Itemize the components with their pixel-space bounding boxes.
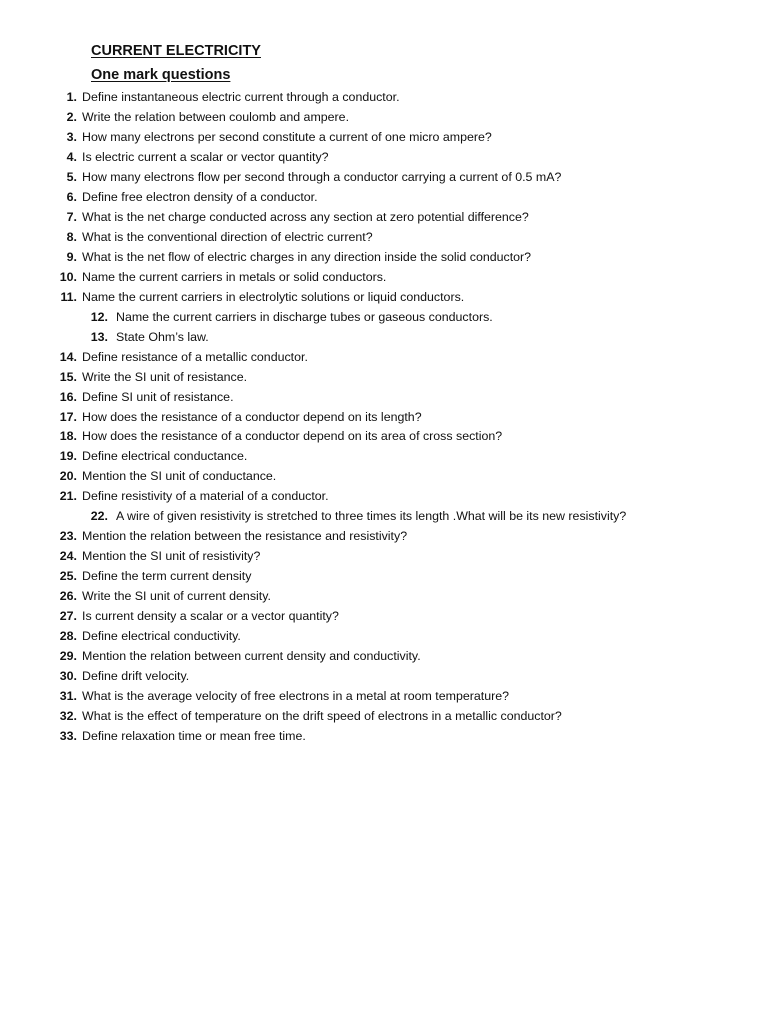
question-text: How many electrons per second constitute a current of one micro ampere? — [82, 129, 492, 144]
document-title: CURRENT ELECTRICITY — [91, 43, 261, 59]
question-number: 29. — [59, 649, 77, 664]
question-number: 22. — [90, 509, 108, 524]
list-item — [0, 647, 768, 667]
list-item — [0, 288, 768, 308]
question-number: 11. — [60, 289, 77, 304]
question-number: 4. — [66, 149, 77, 164]
question-text: Write the SI unit of resistance. — [82, 369, 248, 384]
question-text: What is the conventional direction of electric current? — [82, 229, 373, 244]
list-item — [0, 487, 768, 507]
question-text: Name the current carriers in metals or solid conductors. — [82, 269, 387, 284]
question-text: Name the current carriers in electrolytic solutions or liquid conductors. — [82, 289, 465, 304]
question-number: 10. — [59, 269, 77, 284]
list-item — [0, 168, 768, 188]
question-text: What is the net flow of electric charges in any direction inside the solid conductor? — [82, 249, 532, 264]
question-text: Is electric current a scalar or vector quantity? — [82, 149, 329, 164]
question-text: Define instantaneous electric current through a conductor. — [82, 90, 400, 104]
list-item — [0, 527, 768, 547]
list-item — [0, 208, 768, 228]
question-text: What is the effect of temperature on the drift speed of electrons in a metallic conductor? — [82, 709, 562, 724]
list-item — [0, 128, 768, 148]
list-item — [0, 607, 768, 627]
question-text: Define the term current density — [82, 569, 252, 584]
list-item — [0, 687, 768, 707]
question-number: 26. — [59, 589, 77, 604]
list-item — [0, 408, 768, 428]
question-number: 5. — [66, 169, 77, 184]
question-text: Define SI unit of resistance. — [82, 389, 234, 404]
question-text: Mention the relation between current density and conductivity. — [82, 649, 421, 664]
question-number: 19. — [59, 449, 77, 464]
question-number: 14. — [59, 349, 77, 364]
question-number: 3. — [66, 129, 77, 144]
question-text: Mention the relation between the resistance and resistivity? — [82, 529, 408, 544]
question-text: Define electrical conductivity. — [82, 629, 241, 644]
question-list — [0, 88, 768, 747]
question-number: 21. — [59, 489, 77, 504]
list-item — [0, 707, 768, 727]
list-item — [0, 587, 768, 607]
question-number: 1. — [66, 90, 77, 104]
list-item — [0, 467, 768, 487]
list-item — [0, 88, 768, 108]
list-item — [0, 447, 768, 467]
list-item — [0, 188, 768, 208]
question-text: Mention the SI unit of resistivity? — [82, 549, 261, 564]
question-number: 8. — [66, 229, 77, 244]
list-item — [0, 248, 768, 268]
question-number: 18. — [59, 429, 77, 444]
question-number: 20. — [59, 469, 77, 484]
question-text: What is the net charge conducted across any section at zero potential difference? — [82, 209, 529, 224]
question-number: 16. — [59, 389, 77, 404]
question-text: State Ohm’s law. — [116, 329, 209, 344]
list-item — [0, 148, 768, 168]
question-text: Define resistivity of a material of a conductor. — [82, 489, 329, 504]
list-item — [0, 228, 768, 248]
question-number: 25. — [59, 569, 77, 584]
question-number: 13. — [90, 329, 108, 344]
question-text: Write the SI unit of current density. — [82, 589, 271, 604]
question-number: 23. — [59, 529, 77, 544]
list-item — [0, 348, 768, 368]
list-item — [0, 368, 768, 388]
list-item — [0, 507, 768, 527]
list-item — [0, 308, 768, 328]
question-text: How many electrons flow per second through a conductor carrying a current of 0.5 mA? — [82, 169, 562, 184]
list-item — [0, 667, 768, 687]
question-number: 32. — [59, 709, 77, 724]
question-text: Define drift velocity. — [82, 669, 190, 684]
question-text: How does the resistance of a conductor depend on its area of cross section? — [82, 429, 503, 444]
question-text: Is current density a scalar or a vector quantity? — [82, 609, 339, 624]
list-item — [0, 627, 768, 647]
list-item — [0, 328, 768, 348]
question-text: Name the current carriers in discharge tubes or gaseous conductors. — [116, 309, 493, 324]
question-number: 7. — [66, 209, 77, 224]
question-number: 12. — [90, 309, 108, 324]
question-text: Define free electron density of a conductor. — [82, 189, 318, 204]
question-number: 30. — [59, 669, 77, 684]
question-number: 17. — [59, 409, 77, 424]
question-number: 31. — [59, 689, 77, 704]
question-text: Define relaxation time or mean free time. — [82, 729, 306, 743]
question-number: 27. — [59, 609, 77, 624]
list-item — [0, 547, 768, 567]
question-text: Write the relation between coulomb and ampere. — [82, 109, 350, 124]
list-item — [0, 567, 768, 587]
question-text: Define electrical conductance. — [82, 449, 248, 464]
question-number: 33. — [59, 729, 77, 743]
question-number: 6. — [66, 189, 77, 204]
question-number: 9. — [66, 249, 77, 264]
question-number: 2. — [66, 109, 77, 124]
list-item — [0, 268, 768, 288]
list-item — [0, 388, 768, 408]
question-text: A wire of given resistivity is stretched to three times its length .What will be its new resistivity? — [116, 509, 627, 524]
question-text: Mention the SI unit of conductance. — [82, 469, 277, 484]
list-item — [0, 108, 768, 128]
question-text: What is the average velocity of free electrons in a metal at room temperature? — [82, 689, 509, 704]
list-item — [0, 427, 768, 447]
question-text: How does the resistance of a conductor depend on its length? — [82, 409, 422, 424]
question-text: Define resistance of a metallic conductor. — [82, 349, 308, 364]
question-number: 15. — [59, 369, 77, 384]
question-number: 28. — [59, 629, 77, 644]
question-number: 24. — [59, 549, 77, 564]
section-heading: One mark questions — [91, 67, 231, 83]
list-item — [0, 727, 768, 747]
